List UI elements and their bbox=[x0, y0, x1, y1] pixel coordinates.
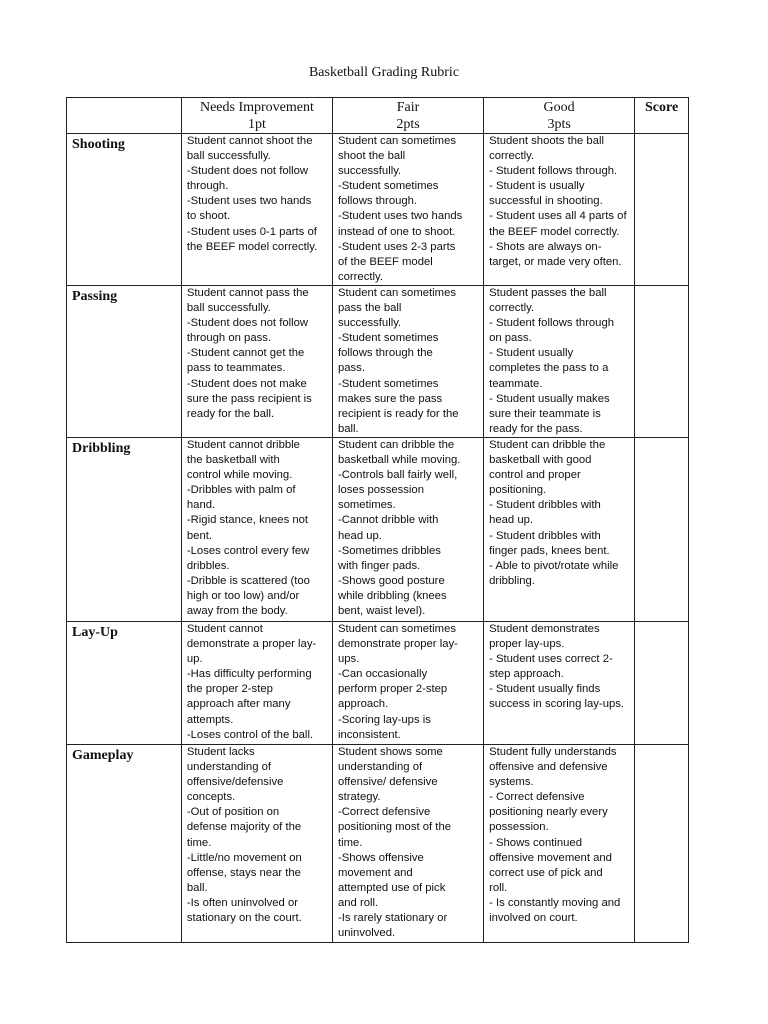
criteria-line: while dribbling (knees bbox=[337, 589, 447, 602]
fair-cell bbox=[332, 286, 483, 438]
criteria-line: offensive movement and bbox=[489, 851, 612, 864]
criteria-line: Student cannot shoot the bbox=[186, 135, 313, 147]
good-cell bbox=[484, 134, 635, 286]
criteria-line: recipient is ready for the bbox=[337, 407, 459, 420]
criteria-line: -Can occasionally bbox=[337, 668, 428, 681]
criteria-line: Student lacks bbox=[186, 746, 255, 758]
criteria-line: dribbling. bbox=[489, 574, 535, 587]
criteria-line: - Student usually makes bbox=[489, 392, 610, 405]
criteria-line: success in scoring lay-ups. bbox=[489, 698, 625, 711]
criteria-line: ready for the pass. bbox=[489, 422, 583, 435]
score-cell bbox=[635, 438, 689, 622]
criteria-line: Student cannot dribble bbox=[186, 439, 300, 451]
criteria-line: correctly. bbox=[337, 270, 383, 283]
criteria-line: -Student cannot get the bbox=[186, 347, 305, 360]
fair-cell bbox=[332, 438, 483, 622]
criteria-line: possession. bbox=[489, 821, 549, 834]
criteria-line: Student can sometimes bbox=[337, 623, 457, 635]
criteria-line: sure their teammate is bbox=[489, 407, 601, 420]
score-cell bbox=[635, 622, 689, 745]
criteria-line: positioning most of the bbox=[337, 821, 452, 834]
criteria-line: ball. bbox=[337, 422, 359, 435]
criteria-line: hand. bbox=[186, 499, 216, 512]
criteria-line: successfully. bbox=[337, 317, 402, 330]
criteria-line: of the BEEF model bbox=[337, 255, 433, 268]
criteria-line: - Student is usually bbox=[489, 180, 585, 193]
criteria-line: - Is constantly moving and bbox=[489, 896, 621, 909]
criteria-line: -Has difficulty performing bbox=[186, 668, 312, 681]
criteria-line: demonstrate proper lay- bbox=[337, 638, 458, 651]
criteria-line: ups. bbox=[337, 653, 360, 666]
criteria-line: understanding of bbox=[186, 761, 272, 774]
criteria-line: concepts. bbox=[186, 791, 236, 804]
rubric-row-gameplay bbox=[67, 745, 689, 943]
criteria-line: ball. bbox=[186, 881, 208, 894]
needs-improvement-cell bbox=[181, 622, 332, 745]
criteria-line: -Student does not follow bbox=[186, 317, 309, 330]
score-cell bbox=[635, 134, 689, 286]
criteria-line: - Student usually bbox=[489, 347, 574, 360]
criteria-line: -Shows offensive bbox=[337, 851, 424, 864]
criteria-line: pass the ball bbox=[337, 302, 402, 315]
criteria-line: - Shots are always on- bbox=[489, 240, 602, 253]
skill-name: Dribbling bbox=[67, 438, 182, 622]
criteria-line: bent, waist level). bbox=[337, 605, 426, 618]
criteria-line: control while moving. bbox=[186, 469, 293, 482]
header-score bbox=[635, 98, 689, 134]
criteria-line: successful in shooting. bbox=[489, 195, 603, 208]
criteria-line: perform proper 2-step bbox=[337, 683, 448, 696]
criteria-line: basketball while moving. bbox=[337, 454, 461, 467]
level-points: 1pt bbox=[247, 117, 266, 132]
criteria-line: sometimes. bbox=[337, 499, 396, 512]
skill-name: Shooting bbox=[67, 134, 182, 286]
fair-cell bbox=[332, 134, 483, 286]
criteria-line: correct use of pick and bbox=[489, 866, 603, 879]
criteria-line: positioning. bbox=[489, 484, 547, 497]
rubric-row-shooting bbox=[67, 134, 689, 286]
criteria-line: - Student uses correct 2- bbox=[489, 653, 613, 666]
criteria-line: -Loses control every few bbox=[186, 544, 310, 557]
criteria-line: high or too low) and/or bbox=[186, 589, 300, 602]
criteria-line: control and proper bbox=[489, 469, 581, 482]
criteria-line: offense, stays near the bbox=[186, 866, 301, 879]
criteria-line: - Student follows through. bbox=[489, 165, 618, 178]
criteria-line: -Sometimes dribbles bbox=[337, 544, 441, 557]
criteria-line: makes sure the pass bbox=[337, 392, 443, 405]
criteria-line: instead of one to shoot. bbox=[337, 225, 456, 238]
good-cell bbox=[484, 745, 635, 943]
criteria-line: time. bbox=[186, 836, 212, 849]
needs-improvement-cell bbox=[181, 438, 332, 622]
criteria-line: understanding of bbox=[337, 761, 423, 774]
criteria-line: completes the pass to a bbox=[489, 362, 609, 375]
criteria-line: target, or made very often. bbox=[489, 255, 622, 268]
criteria-line: - Shows continued bbox=[489, 836, 583, 849]
fair-cell bbox=[332, 745, 483, 943]
header-fair bbox=[332, 98, 483, 134]
criteria-line: stationary on the court. bbox=[186, 912, 302, 925]
level-name: Needs Improvement bbox=[199, 100, 314, 115]
criteria-line: attempted use of pick bbox=[337, 881, 446, 894]
criteria-line: correctly. bbox=[489, 150, 535, 163]
good-cell bbox=[484, 622, 635, 745]
criteria-line: -Student sometimes bbox=[337, 332, 439, 345]
needs-improvement-cell bbox=[181, 745, 332, 943]
good-cell bbox=[484, 438, 635, 622]
score-cell bbox=[635, 745, 689, 943]
criteria-line: -Student uses 0-1 parts of bbox=[186, 225, 317, 238]
criteria-line: -Student sometimes bbox=[337, 377, 439, 390]
criteria-line: follows through. bbox=[337, 195, 418, 208]
criteria-line: ball successfully. bbox=[186, 150, 271, 163]
criteria-line: the BEEF model correctly. bbox=[489, 225, 620, 238]
criteria-line: basketball with good bbox=[489, 454, 592, 467]
criteria-line: involved on court. bbox=[489, 912, 578, 925]
criteria-line: finger pads, knees bent. bbox=[489, 544, 610, 557]
criteria-line: away from the body. bbox=[186, 605, 288, 618]
criteria-line: on pass. bbox=[489, 332, 532, 345]
criteria-line: - Able to pivot/rotate while bbox=[489, 559, 619, 572]
criteria-line: pass to teammates. bbox=[186, 362, 286, 375]
criteria-line: Student fully understands bbox=[489, 746, 617, 758]
criteria-line: the BEEF model correctly. bbox=[186, 240, 318, 253]
criteria-line: offensive/defensive bbox=[186, 776, 284, 789]
header-row bbox=[67, 98, 689, 134]
criteria-line: - Student dribbles with bbox=[489, 499, 601, 512]
criteria-line: Student can sometimes bbox=[337, 135, 457, 147]
criteria-line: ready for the ball. bbox=[186, 407, 275, 420]
criteria-line: -Student does not follow bbox=[186, 165, 309, 178]
criteria-line: Student can dribble the bbox=[337, 439, 455, 451]
criteria-line: offensive/ defensive bbox=[337, 776, 438, 789]
criteria-line: Student passes the ball bbox=[489, 287, 607, 299]
fair-cell bbox=[332, 622, 483, 745]
criteria-line: demonstrate a proper lay- bbox=[186, 638, 317, 651]
criteria-line: -Shows good posture bbox=[337, 574, 445, 587]
criteria-line: attempts. bbox=[186, 713, 234, 726]
needs-improvement-cell bbox=[181, 134, 332, 286]
criteria-line: -Dribbles with palm of bbox=[186, 484, 296, 497]
rubric-row-passing bbox=[67, 286, 689, 438]
criteria-line: -Correct defensive bbox=[337, 806, 431, 819]
criteria-line: positioning nearly every bbox=[489, 806, 608, 819]
criteria-line: -Student uses two hands bbox=[337, 210, 463, 223]
criteria-line: - Student follows through bbox=[489, 317, 615, 330]
criteria-line: successfully. bbox=[337, 165, 402, 178]
criteria-line: - Student dribbles with bbox=[489, 529, 601, 542]
skill-name: Gameplay bbox=[67, 745, 182, 943]
level-points: 2pts bbox=[396, 117, 420, 132]
header-needs-improvement bbox=[181, 98, 332, 134]
header-corner-cell bbox=[67, 98, 182, 134]
criteria-line: time. bbox=[337, 836, 363, 849]
criteria-line: teammate. bbox=[489, 377, 543, 390]
criteria-line: Student can sometimes bbox=[337, 287, 457, 299]
criteria-line: -Is rarely stationary or bbox=[337, 912, 448, 925]
criteria-line: through on pass. bbox=[186, 332, 272, 345]
criteria-line: shoot the ball bbox=[337, 150, 406, 163]
criteria-line: the proper 2-step bbox=[186, 683, 273, 696]
skill-name: Passing bbox=[67, 286, 182, 438]
criteria-line: -Loses control of the ball. bbox=[186, 728, 314, 741]
criteria-line: - Student uses all 4 parts of bbox=[489, 210, 627, 223]
criteria-line: -Out of position on bbox=[186, 806, 280, 819]
criteria-line: with finger pads. bbox=[337, 559, 421, 572]
level-points: 3pts bbox=[547, 117, 571, 132]
criteria-line: -Rigid stance, knees not bbox=[186, 514, 309, 527]
criteria-line: -Dribble is scattered (too bbox=[186, 574, 310, 587]
criteria-line: -Cannot dribble with bbox=[337, 514, 439, 527]
criteria-line: inconsistent. bbox=[337, 728, 401, 741]
criteria-line: approach after many bbox=[186, 698, 291, 711]
rubric-row-lay-up bbox=[67, 622, 689, 745]
criteria-line: Student shows some bbox=[337, 746, 443, 758]
score-label: Score bbox=[644, 100, 679, 115]
skill-name: Lay-Up bbox=[67, 622, 182, 745]
score-cell bbox=[635, 286, 689, 438]
header-good bbox=[484, 98, 635, 134]
needs-improvement-cell bbox=[181, 286, 332, 438]
criteria-line: uninvolved. bbox=[337, 927, 396, 940]
rubric-row-dribbling bbox=[67, 438, 689, 622]
criteria-line: Student can dribble the bbox=[489, 439, 606, 451]
criteria-line: through. bbox=[186, 180, 229, 193]
criteria-line: offensive and defensive bbox=[489, 761, 608, 774]
criteria-line: Student cannot pass the bbox=[186, 287, 309, 299]
criteria-line: -Student sometimes bbox=[337, 180, 439, 193]
criteria-line: strategy. bbox=[337, 791, 381, 804]
criteria-line: Student demonstrates bbox=[489, 623, 600, 635]
criteria-line: approach. bbox=[337, 698, 389, 711]
level-name: Fair bbox=[396, 100, 420, 115]
criteria-line: Student shoots the ball bbox=[489, 135, 604, 147]
criteria-line: to shoot. bbox=[186, 210, 231, 223]
criteria-line: - Student usually finds bbox=[489, 683, 601, 696]
criteria-line: pass. bbox=[337, 362, 365, 375]
level-name: Good bbox=[543, 100, 575, 115]
criteria-line: loses possession bbox=[337, 484, 424, 497]
criteria-line: head up. bbox=[489, 514, 534, 527]
criteria-line: -Scoring lay-ups is bbox=[337, 713, 431, 726]
criteria-line: head up. bbox=[337, 529, 382, 542]
criteria-line: defense majority of the bbox=[186, 821, 302, 834]
criteria-line: correctly. bbox=[489, 302, 535, 315]
criteria-line: dribbles. bbox=[186, 559, 230, 572]
criteria-line: the basketball with bbox=[186, 454, 280, 467]
page-title: Basketball Grading Rubric bbox=[308, 65, 460, 80]
criteria-line: follows through the bbox=[337, 347, 433, 360]
good-cell bbox=[484, 286, 635, 438]
criteria-line: -Student does not make bbox=[186, 377, 307, 390]
criteria-line: -Little/no movement on bbox=[186, 851, 302, 864]
criteria-line: systems. bbox=[489, 776, 534, 789]
criteria-line: movement and bbox=[337, 866, 413, 879]
criteria-line: ball successfully. bbox=[186, 302, 271, 315]
criteria-line: roll. bbox=[489, 881, 508, 894]
criteria-line: Student cannot bbox=[186, 623, 263, 635]
criteria-line: -Student uses 2-3 parts bbox=[337, 240, 456, 253]
criteria-line: up. bbox=[186, 653, 203, 666]
criteria-line: step approach. bbox=[489, 668, 564, 681]
criteria-line: -Is often uninvolved or bbox=[186, 896, 299, 909]
criteria-line: -Controls ball fairly well, bbox=[337, 469, 458, 482]
criteria-line: bent. bbox=[186, 529, 213, 542]
criteria-line: - Correct defensive bbox=[489, 791, 585, 804]
criteria-line: -Student uses two hands bbox=[186, 195, 312, 208]
rubric-body bbox=[67, 134, 689, 943]
rubric-table bbox=[66, 97, 689, 943]
criteria-line: sure the pass recipient is bbox=[186, 392, 312, 405]
criteria-line: proper lay-ups. bbox=[489, 638, 565, 651]
criteria-line: and roll. bbox=[337, 896, 379, 909]
